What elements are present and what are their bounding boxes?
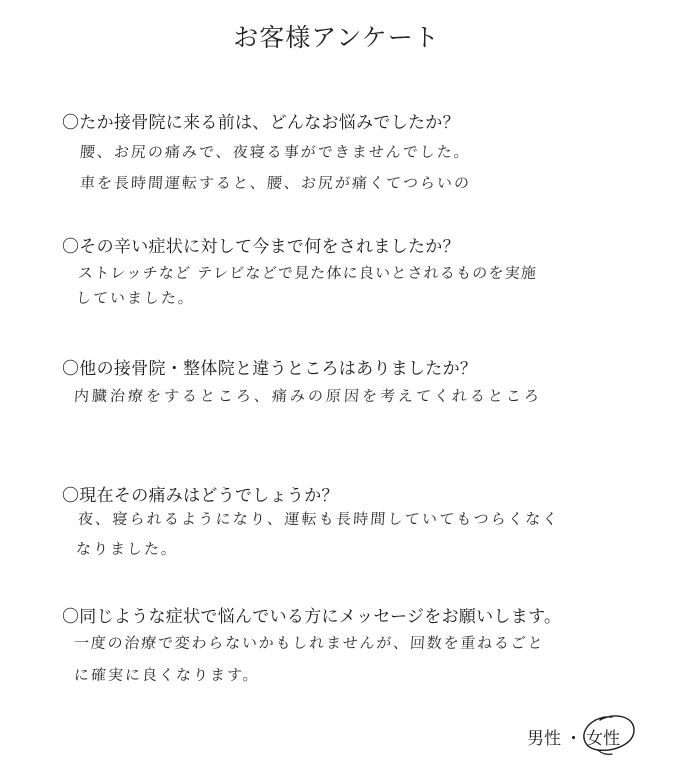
gender-female: 女性	[586, 729, 620, 749]
question-5: 〇同じような症状で悩んでいる方にメッセージをお願いします。	[62, 607, 562, 627]
answer-1-line-1: 腰、お尻の痛みで、夜寝る事ができませんでした。	[79, 143, 472, 161]
question-4: 〇現在その痛みはどうでしょうか？	[62, 486, 339, 506]
answer-5-line-2: に確実に良くなります。	[73, 666, 261, 684]
question-2: 〇その辛い症状に対して今まで何をされましたか？	[62, 237, 460, 257]
answer-5-line-1: 一度の治療で変わらないかもしれませんが、回数を重ねるごと	[73, 634, 546, 652]
answer-3-line-1: 内臓治療をするところ、痛みの原因を考えてくれるところ	[73, 387, 543, 405]
answer-1-line-2: 車を長時間運転すると、腰、お尻が痛くてつらいの	[79, 174, 472, 192]
question-1: 〇たか接骨院に来る前は、どんなお悩みでしたか？	[62, 113, 460, 133]
selection-circle	[578, 710, 638, 756]
answer-2-line-2: していました。	[75, 289, 196, 307]
gender-separator: ・	[565, 729, 582, 749]
gender-male: 男性	[527, 729, 561, 749]
question-3: 〇他の接骨院・整体院と違うところはありましたか？	[62, 359, 478, 379]
answer-4-line-1: 夜、寝られるようになり、運転も長時間していてもつらくなく	[77, 510, 561, 528]
survey-title: お客様アンケート	[233, 23, 440, 52]
answer-2-line-1: ストレッチなど テレビなどで見た体に良いとされるものを実施	[77, 264, 538, 282]
answer-4-line-2: なりました。	[75, 540, 179, 558]
